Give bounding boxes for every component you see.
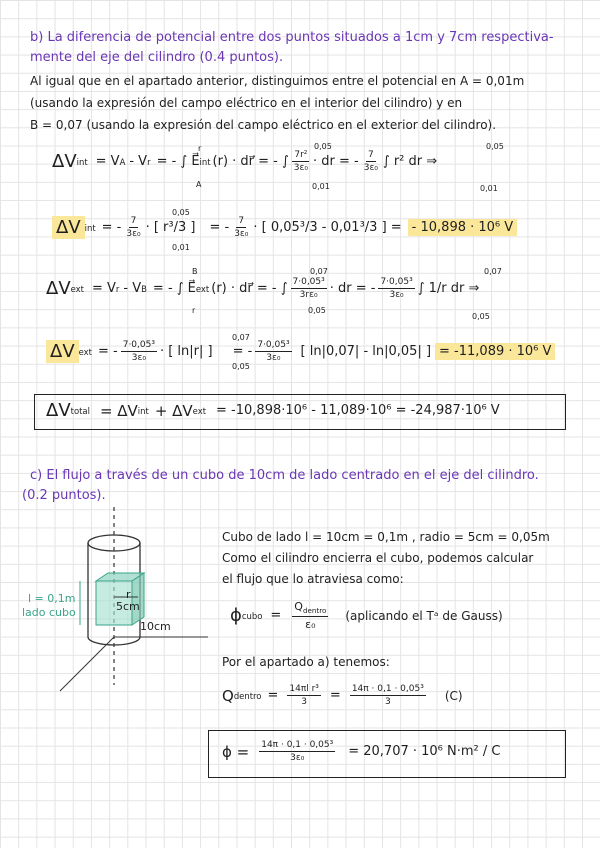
integral-text: = - ∫ E⃗ [152, 281, 196, 296]
eq-text: = V [95, 154, 120, 169]
floor-axis-x [60, 637, 114, 691]
fraction-numerator: 7·0,05³ [292, 277, 325, 287]
eq-text: = 20,707 · 10⁶ N·m² / C [348, 744, 501, 759]
figure-label-r: r [126, 588, 131, 601]
part-b-paragraph-line2: (usando la expresión del campo eléctrico en el interior del cilindro) y en [30, 96, 463, 110]
delta-v-symbol: ΔV [52, 216, 85, 239]
fraction-numerator: Q [294, 600, 303, 613]
subscript: cubo [241, 610, 263, 621]
fraction-numerator: 14π · 0,1 · 0,05³ [261, 740, 334, 750]
eq-text: · dr = - [329, 281, 376, 296]
delta-v-symbol: ΔV [46, 400, 71, 421]
subscript: B [141, 283, 147, 294]
integral-limit: 0,07 [310, 267, 328, 276]
eq-text: (r) · dr⃗ = - ∫ [211, 281, 288, 296]
fraction-numerator: 7·0,05³ [380, 277, 413, 287]
eq-text: - V [129, 154, 148, 169]
integral-limit: 0,07 [232, 333, 250, 342]
fraction [292, 150, 310, 173]
fraction-denominator: 3ε₀ [234, 229, 249, 239]
figure-label-10cm: 10cm [140, 620, 171, 633]
fraction-denominator: 3ε₀ [389, 290, 404, 300]
fraction-numerator: 7 [130, 216, 137, 226]
fraction-numerator: 7·0,05³ [122, 340, 155, 350]
part-b-heading-line2: mente del eje del cilindro (0.4 puntos). [30, 50, 284, 65]
eq-text: = - [232, 344, 253, 359]
part-c-line4: Por el apartado a) tenemos: [222, 655, 390, 669]
equation-delta-v-int-result [52, 216, 517, 239]
subscript: r [115, 283, 120, 294]
integral-text: = - ∫ E⃗ [156, 154, 200, 169]
phi-symbol: ϕ = [222, 742, 250, 761]
eq-text: · [ r³/3 ] [145, 220, 196, 235]
subscript: ext [192, 405, 207, 416]
subscript: int [199, 156, 211, 167]
highlighted-result: = -11,089 · 10⁶ V [435, 343, 555, 360]
subscript: int [76, 156, 88, 167]
eq-text: · [ ln|r| ] [159, 344, 213, 359]
integral-limit: 0,05 [314, 142, 332, 151]
integral-limit: r [198, 144, 202, 153]
part-c-line2: Como el cilindro encierra el cubo, podemos calcular [222, 551, 534, 565]
part-c-heading-line1: c) El flujo a través de un cubo de 10cm de lado centrado en el eje del cilindro. [30, 468, 539, 483]
subscript: ext [70, 283, 84, 294]
eq-text: = ΔV [99, 401, 138, 420]
fraction-denominator: 3ε₀ [266, 353, 281, 363]
integral-limit: 0,01 [172, 243, 190, 252]
fraction-denominator: 3ε₀ [363, 163, 378, 173]
eq-text: ∫ 1/r dr ⇒ [417, 281, 480, 296]
integral-limit: 0,01 [312, 182, 330, 191]
part-b-heading-line1: b) La diferencia de potencial entre dos puntos situados a 1cm y 7cm respectiva- [30, 30, 554, 45]
eq-text: = -10,898·10⁶ - 11,089·10⁶ = -24,987·10⁶ V [216, 403, 500, 418]
subscript: r [147, 156, 151, 167]
part-c-line1: Cubo de lado l = 10cm = 0,1m , radio = 5cm = 0,05m [222, 530, 550, 544]
subscript: dentro [233, 690, 262, 701]
subscript: ext [78, 346, 92, 357]
delta-v-symbol: ΔV [52, 151, 77, 172]
fraction-denominator: 3ε₀ [131, 353, 146, 363]
eq-text: (r) · dr⃗ = - ∫ [212, 154, 289, 169]
delta-v-symbol: ΔV [46, 278, 71, 299]
eq-text: [ ln|0,07| - ln|0,05| ] [300, 344, 432, 359]
delta-v-symbol: ΔV [46, 340, 79, 363]
eq-text: = - [101, 220, 122, 235]
subscript: int [84, 222, 96, 233]
fraction [255, 340, 291, 363]
equation-delta-v-ext-result [46, 340, 555, 363]
fraction-numerator: 7 [238, 216, 245, 226]
integral-limit: r [192, 306, 196, 315]
equation-delta-v-ext-definition [46, 277, 479, 300]
highlighted-result: - 10,898 · 10⁶ V [408, 219, 518, 236]
fraction-numerator: 14πl r³ [289, 684, 319, 694]
phi-symbol: ϕ [230, 605, 242, 627]
eq-text: ∫ r² dr ⇒ [382, 154, 438, 169]
integral-limit: 0,07 [484, 267, 502, 276]
integral-limit: 0,05 [472, 312, 490, 321]
subscript: A [119, 156, 126, 167]
integral-limit: B [192, 267, 198, 276]
integral-limit: A [196, 180, 202, 189]
subscript: int [137, 405, 149, 416]
eq-text: = V [92, 281, 116, 296]
figure-label-5cm: 5cm [116, 600, 140, 613]
fraction [378, 277, 414, 300]
fraction [259, 740, 335, 763]
unit-label: (C) [444, 688, 463, 703]
eq-text: · [ 0,05³/3 - 0,01³/3 ] = [253, 220, 402, 235]
fraction-denominator: 3rε₀ [299, 290, 318, 300]
fraction-denominator: ε₀ [305, 618, 316, 632]
fraction [124, 216, 142, 239]
fraction [350, 684, 426, 707]
integral-limit: 0,01 [480, 184, 498, 193]
fraction-denominator: 3ε₀ [293, 163, 308, 173]
subscript: dentro [302, 606, 327, 616]
integral-limit: 0,05 [486, 142, 504, 151]
fraction [287, 684, 321, 707]
equation-delta-v-int-definition [52, 150, 437, 173]
integral-limit: 0,05 [172, 208, 190, 217]
figure-label-cube-side: lado cubo [22, 606, 76, 619]
subscript: ext [195, 283, 210, 294]
part-c-heading-line2: (0.2 puntos). [22, 488, 106, 503]
eq-text: - V [123, 281, 142, 296]
eq-text: = - [98, 344, 118, 359]
fraction-numerator: 7r² [294, 150, 308, 160]
fraction-denominator: 3ε₀ [290, 753, 305, 763]
fraction [292, 600, 328, 631]
gauss-note: (aplicando el Tᵃ de Gauss) [345, 608, 503, 623]
part-b-paragraph-line1: Al igual que en el apartado anterior, distinguimos entre el potencial en A = 0,01m [30, 74, 525, 88]
part-c-line3: el flujo que lo atraviesa como: [222, 572, 404, 586]
fraction-denominator: 3 [301, 697, 308, 707]
fraction [291, 277, 327, 300]
eq-text: · dr = - [313, 154, 359, 169]
equation-flux-gauss: ϕ cubo = $\frac{Q_{dentro}}{\text{ε₀}}$ (aplicando el Tᵃ de Gauss) [230, 600, 503, 632]
figure-label-length: l = 0,1m [28, 592, 76, 605]
fraction-denominator: 3ε₀ [126, 229, 141, 239]
equation-q-dentro: Q dentro = $\frac{\text{14πl r³}}{3}$ = $\frac{\text{14π · 0,1 · 0,05³}}{3}$ (C) [222, 684, 463, 707]
cube-side [132, 573, 144, 625]
fraction [362, 150, 380, 173]
fraction-numerator: 7·0,05³ [257, 340, 290, 350]
fraction-denominator: 3 [384, 697, 391, 707]
subscript: total [70, 405, 90, 416]
equation-final-flux [222, 740, 500, 763]
eq-text: = - [209, 220, 230, 235]
q-symbol: Q [222, 686, 234, 705]
integral-limit: 0,05 [232, 362, 250, 371]
part-b-paragraph-line3: B = 0,07 (usando la expresión del campo eléctrico en el exterior del cilindro). [30, 118, 497, 132]
fraction [121, 340, 157, 363]
fraction [232, 216, 250, 239]
fraction-numerator: 7 [367, 150, 374, 160]
eq-text: + ΔV [154, 401, 193, 420]
equation-delta-v-total [46, 400, 500, 421]
fraction-numerator: 14π · 0,1 · 0,05³ [351, 684, 424, 694]
integral-limit: 0,05 [308, 306, 326, 315]
